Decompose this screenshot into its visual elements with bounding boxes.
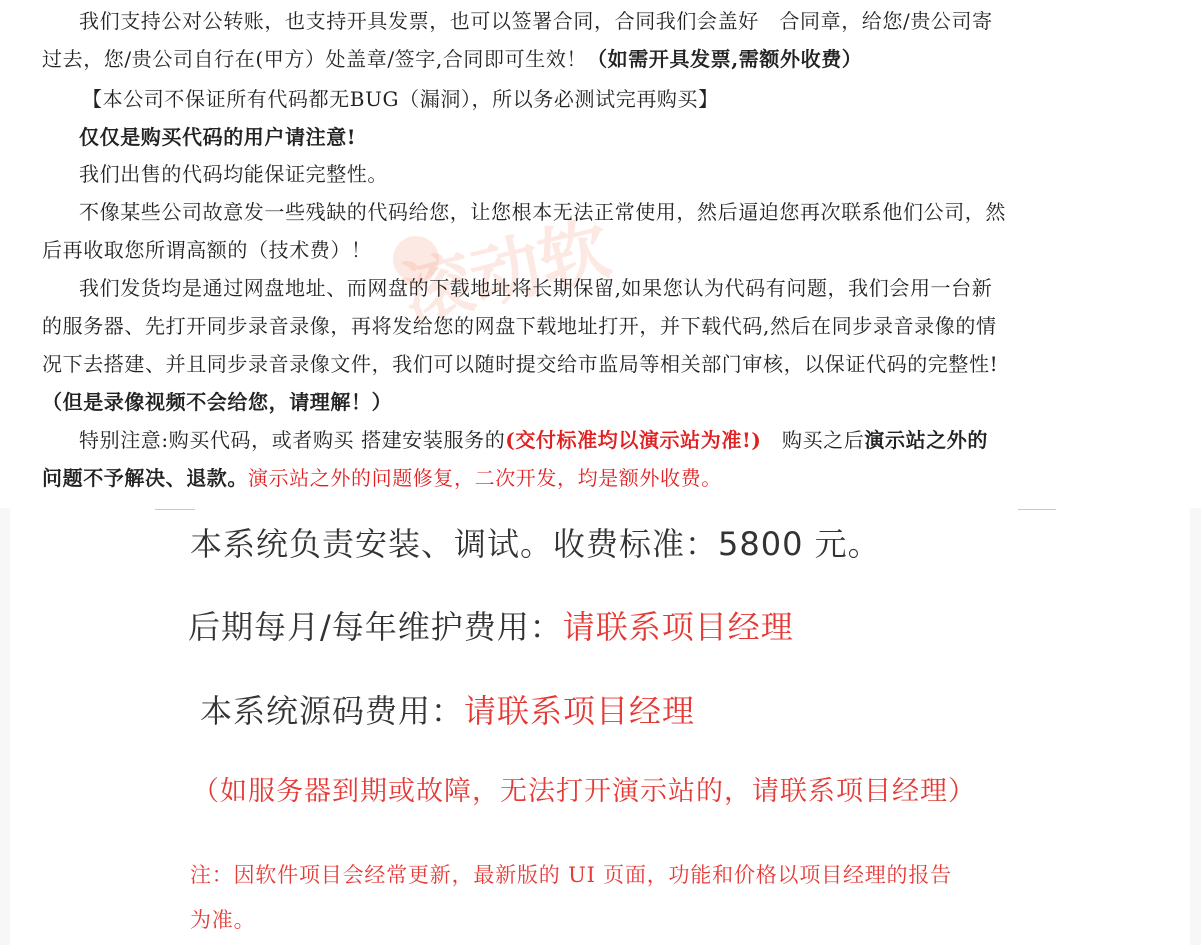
delivery-paragraph-line2: 的服务器、先打开同步录音录像，再将发给您的网盘下载地址打开，并下载代码,然后在同步录音录像的情: [42, 314, 997, 338]
special-notice: 特别注意:购买代码，或者购买 搭建安装服务的(交付标准均以演示站为准!) 购买之后演示站之外的: [79, 428, 989, 452]
update-footnote-cont: 为准。: [190, 908, 256, 932]
delivery-paragraph: 我们发货均是通过网盘地址、而网盘的下载地址将长期保留,如果您认为代码有问题，我们会用一台新: [79, 276, 993, 300]
maintenance-fee: 后期每月/每年维护费用：请联系项目经理: [188, 608, 794, 646]
install-fee: 本系统负责安装、调试。收费标准：5800 元。: [190, 525, 881, 563]
video-not-provided-note: （但是录像视频不会给您，请理解！）: [42, 390, 393, 414]
no-refund-note: 问题不予解决、退款。: [42, 466, 248, 490]
page-margin-mark-left: [155, 509, 195, 510]
delivery-paragraph-line3: 况下去搭建、并且同步录音录像文件，我们可以随时提交给市监局等相关部门审核，以保证代码的完整性!: [42, 352, 999, 376]
page-margin-mark-right: [1018, 509, 1056, 510]
notice-paragraph-contract: 我们支持公对公转账，也支持开具发票，也可以签署合同，合同我们会盖好 合同章，给您/贵公司寄: [79, 9, 993, 33]
contact-manager-text: 请联系项目经理: [464, 692, 696, 730]
invoice-fee-note: （如需开具发票,需额外收费）: [587, 47, 863, 71]
code-buyers-notice-heading: 仅仅是购买代码的用户请注意!: [79, 125, 357, 149]
incomplete-code-paragraph: 不像某些公司故意发一些残缺的代码给您，让您根本无法正常使用，然后逼迫您再次联系他们公司，然: [79, 200, 1006, 224]
special-notice-cont: [42, 463, 1162, 493]
contact-manager-text: 请联系项目经理: [562, 608, 794, 646]
incomplete-code-paragraph-cont: 后再收取您所谓高额的（技术费）！: [42, 238, 372, 262]
completeness-statement: 我们出售的代码均能保证完整性。: [79, 162, 388, 186]
delivery-standard-highlight: (交付标准均以演示站为准!): [505, 428, 762, 452]
watermark: 滚动软: [394, 206, 618, 338]
server-failure-note: （如服务器到期或故障，无法打开演示站的，请联系项目经理）: [192, 776, 976, 807]
extra-fee-note: 演示站之外的问题修复，二次开发，均是额外收费。: [248, 466, 722, 490]
source-code-fee: 本系统源码费用：请联系项目经理: [200, 692, 696, 730]
no-bug-warranty: 【本公司不保证所有代码都无BUG（漏洞），所以务必测试完再购买】: [82, 87, 719, 111]
notice-paragraph-contract-cont: 过去，您/贵公司自行在(甲方）处盖章/签字,合同即可生效！（如需开具发票,需额外收费）: [42, 47, 863, 71]
update-footnote: 注：因软件项目会经常更新，最新版的 UI 页面，功能和价格以项目经理的报告: [190, 863, 952, 887]
